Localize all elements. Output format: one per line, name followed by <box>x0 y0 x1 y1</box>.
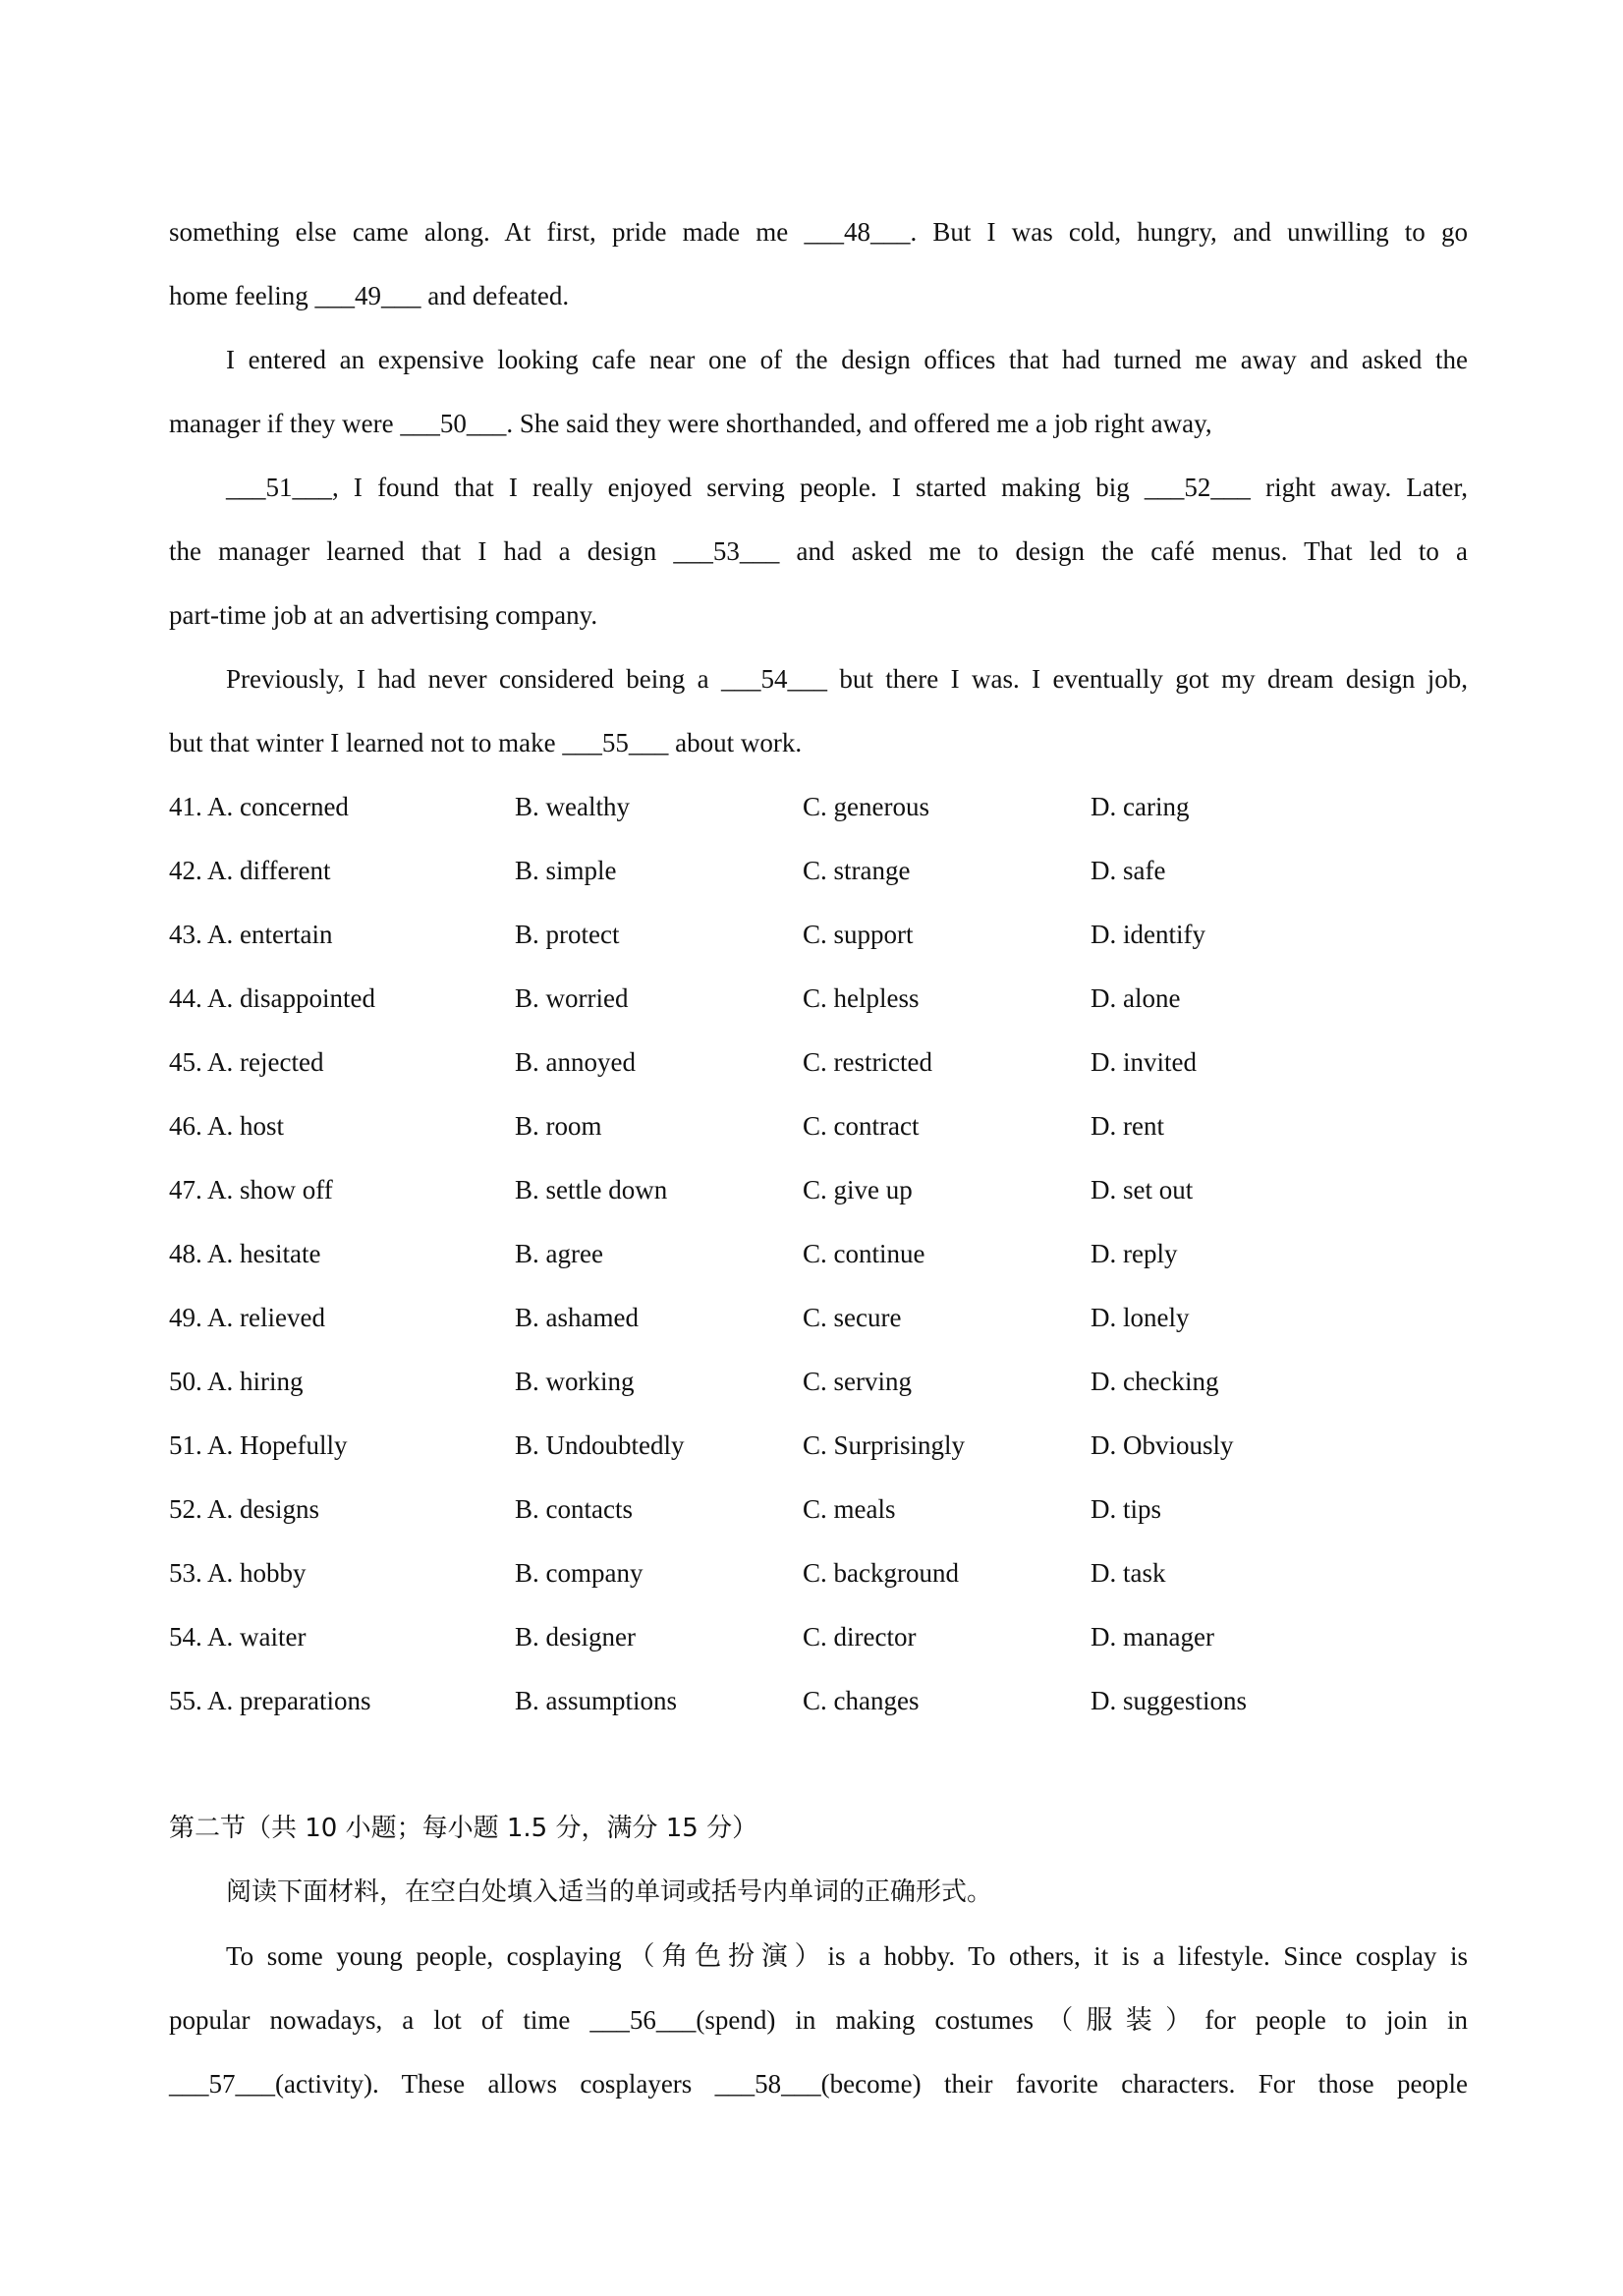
option-row-47 <box>169 1172 1468 1207</box>
option-b: B. simple <box>515 856 617 885</box>
option-a: 50. A. hiring <box>169 1367 304 1396</box>
option-b: B. agree <box>515 1239 603 1268</box>
option-d: D. alone <box>1091 983 1181 1013</box>
option-d: D. identify <box>1091 920 1205 949</box>
option-c: C. director <box>803 1622 917 1652</box>
section2-heading: 第二节（共 10 小题；每小题 1.5 分，满分 15 分） <box>169 1814 758 1843</box>
option-b: B. company <box>515 1558 644 1588</box>
option-d: D. checking <box>1091 1367 1219 1396</box>
option-d: D. suggestions <box>1091 1686 1248 1715</box>
option-c: C. serving <box>803 1367 912 1396</box>
option-row-41 <box>169 789 1468 824</box>
option-c: C. give up <box>803 1175 913 1204</box>
option-c: C. contract <box>803 1111 920 1141</box>
option-row-51 <box>169 1428 1468 1463</box>
option-c: C. meals <box>803 1494 896 1524</box>
section2-line-2: popular nowadays, a lot of time ___56___(spend) in making costumes（服装）for people to join in <box>169 2005 1468 2035</box>
option-a: 47. A. show off <box>169 1175 333 1204</box>
option-b: B. assumptions <box>515 1686 678 1715</box>
option-d: D. task <box>1091 1558 1166 1588</box>
option-a: 44. A. disappointed <box>169 983 375 1013</box>
option-d: D. safe <box>1091 856 1166 885</box>
passage-line-9: but that winter I learned not to make ___55___ about work. <box>169 728 803 757</box>
passage-line-7: part-time job at an advertising company. <box>169 600 598 630</box>
option-a: 48. A. hesitate <box>169 1239 321 1268</box>
option-row-50 <box>169 1364 1468 1399</box>
passage-line-4: manager if they were ___50___. She said they were shorthanded, and offered me a job right away, <box>169 409 1212 438</box>
section2-line-3: ___57___(activity). These allows cosplayers ___58___(become) their favorite characters. For those people <box>169 2069 1468 2099</box>
option-a: 42. A. different <box>169 856 331 885</box>
option-b: B. wealthy <box>515 792 630 821</box>
option-d: D. lonely <box>1091 1303 1190 1332</box>
option-a: 45. A. rejected <box>169 1047 324 1077</box>
option-a: 52. A. designs <box>169 1494 320 1524</box>
option-c: C. strange <box>803 856 911 885</box>
option-row-52 <box>169 1491 1468 1527</box>
option-b: B. worried <box>515 983 629 1013</box>
option-b: B. working <box>515 1367 635 1396</box>
option-a: 43. A. entertain <box>169 920 333 949</box>
option-b: B. settle down <box>515 1175 668 1204</box>
option-row-55 <box>169 1683 1468 1718</box>
option-c: C. helpless <box>803 983 920 1013</box>
passage-line-6: the manager learned that I had a design ___53___ and asked me to design the café menus. That led to a <box>169 536 1468 566</box>
option-a: 46. A. host <box>169 1111 285 1141</box>
option-d: D. invited <box>1091 1047 1197 1077</box>
option-a: 55. A. preparations <box>169 1686 371 1715</box>
option-row-43 <box>169 917 1468 952</box>
passage-line-8: Previously, I had never considered being a ___54___ but there I was. I eventually got my dream design job, <box>226 664 1468 694</box>
option-d: D. set out <box>1091 1175 1194 1204</box>
option-c: C. continue <box>803 1239 925 1268</box>
option-b: B. protect <box>515 920 620 949</box>
option-d: D. reply <box>1091 1239 1178 1268</box>
passage-line-5: ___51___, I found that I really enjoyed serving people. I started making big ___52___ right away. Later, <box>226 473 1468 502</box>
option-row-45 <box>169 1044 1468 1080</box>
option-d: D. caring <box>1091 792 1190 821</box>
option-row-48 <box>169 1236 1468 1271</box>
option-b: B. room <box>515 1111 602 1141</box>
option-c: C. changes <box>803 1686 920 1715</box>
option-row-53 <box>169 1555 1468 1591</box>
option-b: B. ashamed <box>515 1303 639 1332</box>
option-row-44 <box>169 980 1468 1016</box>
section2-instruction: 阅读下面材料，在空白处填入适当的单词或括号内单词的正确形式。 <box>226 1877 993 1907</box>
passage-line-1: something else came along. At first, pride made me ___48___. But I was cold, hungry, and unwilling to go <box>169 217 1468 247</box>
option-c: C. secure <box>803 1303 902 1332</box>
option-c: C. generous <box>803 792 929 821</box>
option-c: C. Surprisingly <box>803 1430 966 1460</box>
passage-line-3: I entered an expensive looking cafe near one of the design offices that had turned me away and asked the <box>226 345 1468 374</box>
option-b: B. Undoubtedly <box>515 1430 685 1460</box>
option-a: 51. A. Hopefully <box>169 1430 348 1460</box>
option-b: B. annoyed <box>515 1047 636 1077</box>
option-a: 53. A. hobby <box>169 1558 307 1588</box>
option-c: C. support <box>803 920 914 949</box>
option-row-46 <box>169 1108 1468 1144</box>
option-row-54 <box>169 1619 1468 1654</box>
option-a: 49. A. relieved <box>169 1303 325 1332</box>
option-b: B. designer <box>515 1622 636 1652</box>
option-row-42 <box>169 853 1468 888</box>
option-d: D. rent <box>1091 1111 1164 1141</box>
option-row-49 <box>169 1300 1468 1335</box>
option-d: D. tips <box>1091 1494 1162 1524</box>
option-b: B. contacts <box>515 1494 633 1524</box>
section2-line-1: To some young people, cosplaying（角色扮演）is a hobby. To others, it is a lifestyle. Since cosplay is <box>226 1941 1468 1971</box>
option-c: C. background <box>803 1558 959 1588</box>
option-a: 54. A. waiter <box>169 1622 307 1652</box>
option-d: D. manager <box>1091 1622 1214 1652</box>
option-d: D. Obviously <box>1091 1430 1234 1460</box>
option-a: 41. A. concerned <box>169 792 349 821</box>
passage-line-2: home feeling ___49___ and defeated. <box>169 281 570 310</box>
option-c: C. restricted <box>803 1047 932 1077</box>
